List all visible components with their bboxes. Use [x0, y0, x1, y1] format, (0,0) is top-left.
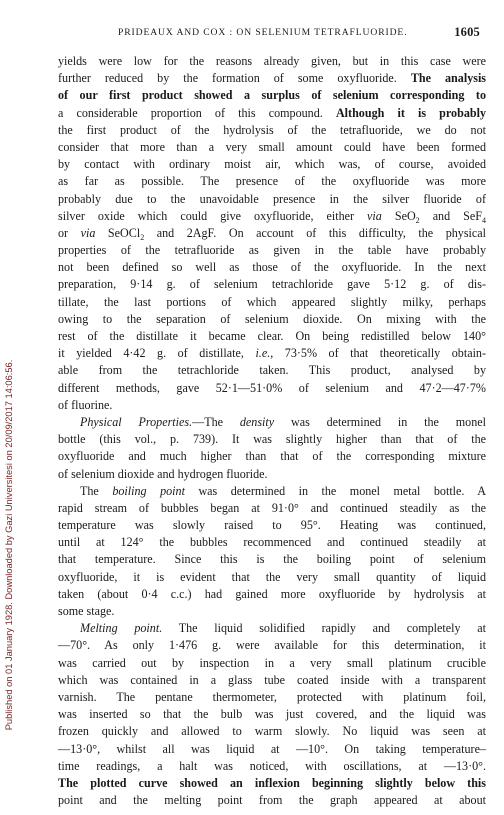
- article-body: [58, 53, 486, 809]
- text-line: different methods, gave 52·1—51·0% of selenium and 47·2—47·7%: [58, 380, 486, 395]
- text-line: until at 124° the bubbles recommenced and continued steadily at: [58, 535, 486, 550]
- running-title: PRIDEAUX AND COX : ON SELENIUM TETRAFLUORIDE.: [118, 27, 408, 38]
- text-line: rapid stream of bubbles began at 91·0° and continued steadily as the: [58, 500, 486, 515]
- text-line: properties of the tetrafluoride as given in the table have probably: [58, 243, 486, 258]
- text-line: temperature was slowly raised to 95°. Heating was continued,: [58, 518, 486, 533]
- text-line: able from the tetrachloride taken. This product, analysed by: [58, 363, 486, 378]
- text-line: it yielded 4·42 g. of distillate, i.e., 73·5% of that theoretically obtain-: [58, 346, 487, 361]
- text-line: of our first product showed a surplus of selenium corresponding to: [58, 88, 486, 103]
- text-line: of selenium dioxide and hydrogen fluoride.: [58, 466, 268, 481]
- text-line: silver oxide which could give oxyfluoride, either via SeO$_2$ and SeF$_4$: [58, 208, 486, 225]
- text-line: frozen quickly and allowed to warm slowly. No liquid was seen at: [58, 724, 486, 739]
- text-line: oxyfluoride and much higher than that of the corresponding mixture: [58, 449, 486, 464]
- text-line: Melting point. The liquid solidified rapidly and completely at: [80, 621, 486, 636]
- text-line: was inserted so that the bulb was just covered, and the liquid was: [58, 707, 486, 722]
- text-line: owing to the separation of selenium dioxide. On mixing with the: [58, 311, 486, 326]
- text-line: The boiling point was determined in the monel metal bottle. A: [80, 483, 486, 498]
- text-line: rest of the distillate it became clear. On being redistilled below 140°: [58, 329, 486, 343]
- text-line: of fluorine.: [58, 397, 113, 412]
- text-line: bottle (this vol., p. 739). It was slightly higher than that of the: [58, 432, 486, 447]
- text-line: was carried out by inspection in a very small platinum crucible: [58, 655, 486, 670]
- text-line: not been defined so well as those of the oxyfluoride. In the next: [58, 260, 486, 275]
- text-line: The plotted curve showed an inflexion beginning slightly below this: [58, 775, 486, 790]
- text-line: a considerable proportion of this compound. Although it is probably: [58, 105, 487, 120]
- text-line: further reduced by the formation of some oxyfluoride. The analysis: [58, 71, 487, 86]
- text-line: varnish. The pentane thermometer, protected with platinum foil,: [58, 689, 486, 704]
- text-line: oxyfluoride, it is evident that the very small quantity of liquid: [58, 569, 486, 584]
- text-line: —13·0°, whilst all was liquid at —10°. On taking temperature–: [58, 741, 486, 756]
- text-line: which was contained in a glass tube coated inside with a transparent: [58, 672, 486, 687]
- text-line: tillate, the last portions of which appeared slightly milky, perhaps: [58, 294, 486, 309]
- download-watermark: Published on 01 January 1928. Downloaded by Gazi Universitesi on 20/09/2017 14:06:56.: [4, 359, 14, 731]
- text-line: by contact with ordinary moist air, which was, of course, avoided: [58, 157, 486, 172]
- text-line: Physical Properties.—The density was determined in the monel: [80, 414, 486, 429]
- page-number: 1605: [454, 25, 480, 39]
- text-line: preparation, 9·14 g. of selenium tetrachloride gave 5·12 g. of dis-: [58, 277, 486, 292]
- text-line: the first product of the hydrolysis of the tetrafluoride, we do not: [58, 122, 486, 137]
- text-line: that temperature. Since this is the boiling point of selenium: [58, 552, 486, 567]
- text-line: time readings, a halt was noticed, with oscillations, at —13·0°.: [58, 758, 486, 773]
- text-line: or via SeOCl$_2$ and 2AgF. On account of this difficulty, the physical: [58, 225, 486, 242]
- text-line: some stage.: [58, 604, 115, 618]
- text-line: taken (about 0·4 c.c.) had gained more oxyfluoride by hydrolysis at: [58, 586, 486, 601]
- text-line: as far as possible. The presence of the oxyfluoride was more: [58, 174, 486, 189]
- text-line: yields were low for the reasons already given, but in this case were: [58, 54, 486, 68]
- text-line: point and the melting point from the graph appeared at about: [58, 793, 486, 808]
- text-line: —70°. As only 1·476 g. were available for this determination, it: [58, 638, 486, 653]
- text-line: consider that more than a very small amount could have been formed: [58, 139, 486, 154]
- text-line: probably due to the unavoidable presence in the silver fluoride of: [58, 191, 486, 206]
